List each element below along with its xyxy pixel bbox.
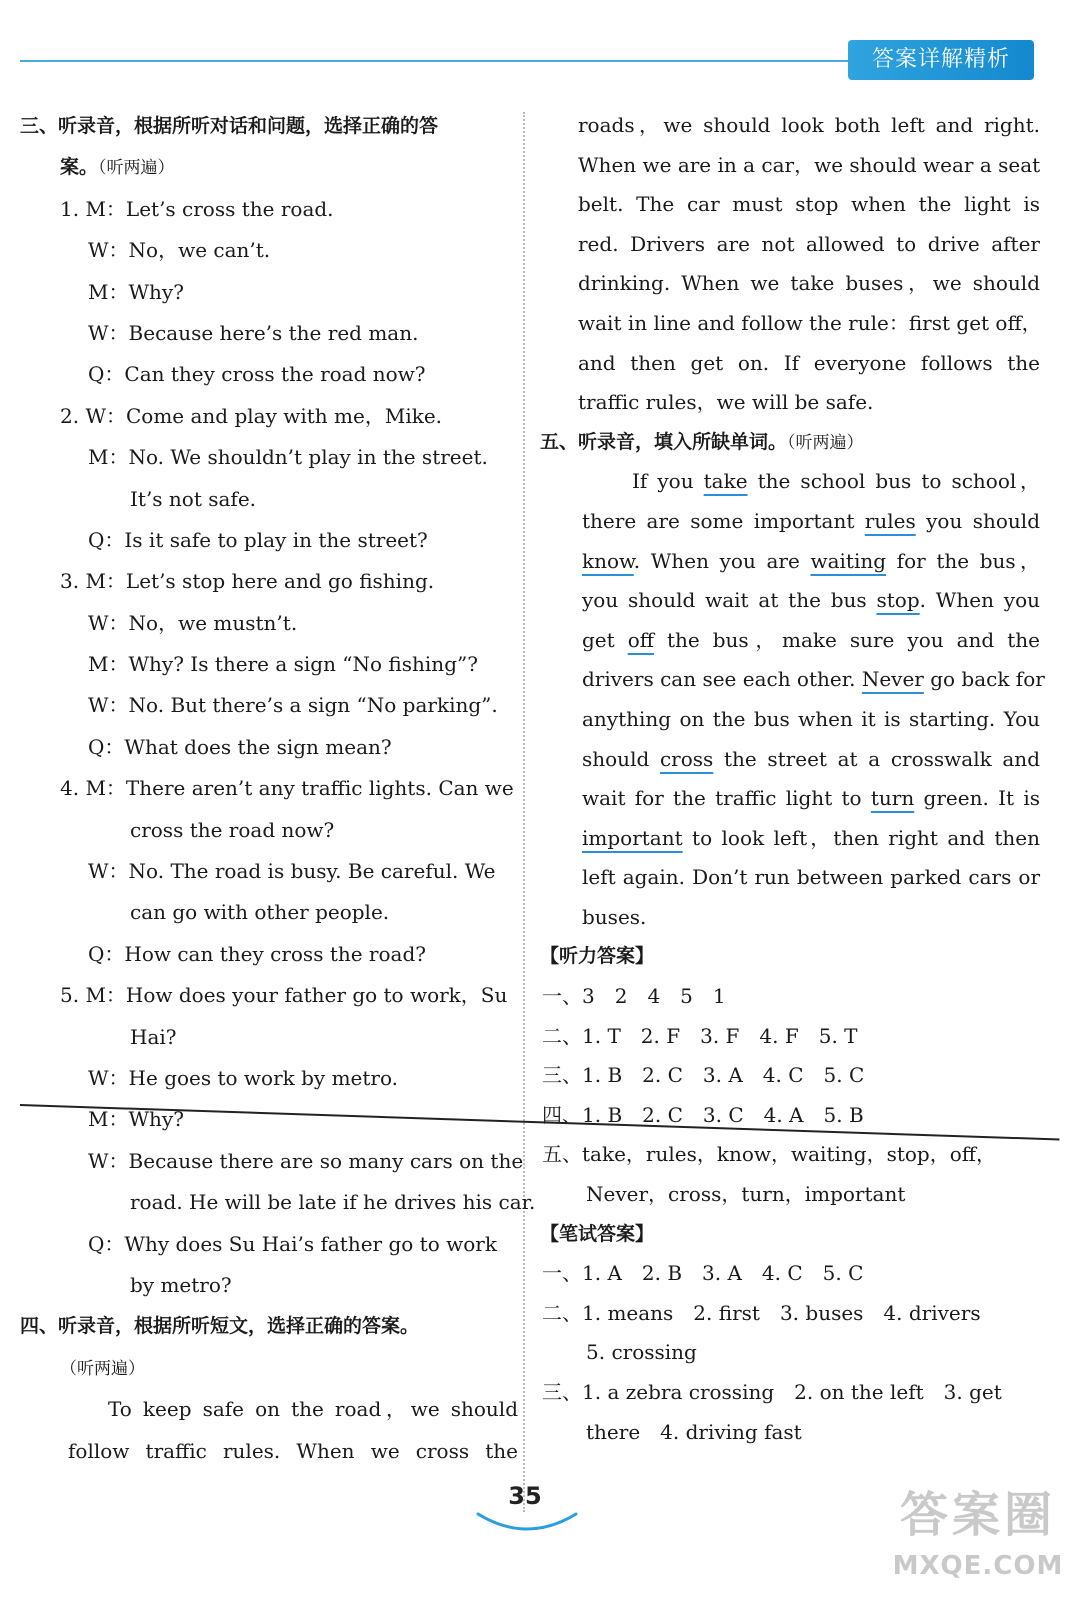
blank-answer: take [703,469,748,494]
section-5-passage-line: left again. Don’t run between parked cars or [582,865,1040,890]
section-4-passage-line: red. Drivers are not allowed to drive after [578,231,1040,256]
dialog-1-line: 1. M：Let’s cross the road. [60,196,334,221]
dialog-5-line: M：Why? [88,1107,184,1132]
listening-answer-line: 二、1. T 2. F 3. F 4. F 5. T [542,1023,858,1048]
listening-answers-heading: 【听力答案】 [540,945,655,968]
dialog-4-line: W：No. The road is busy. Be careful. We [88,859,496,884]
written-answer-line: 5. crossing [586,1340,697,1365]
section-4-passage-line: follow traffic rules. When we cross the [68,1438,518,1463]
dialog-4-line: cross the road now? [130,817,335,842]
blank-answer: know [582,548,634,573]
header-badge: 答案详解精析 [848,40,1034,80]
section-4-passage-line: traffic rules，we will be safe. [578,390,874,415]
dialog-2-line: M：No. We shouldn’t play in the street. [88,445,488,470]
blank-answer: stop [876,588,920,613]
written-answer-line: 三、1. a zebra crossing 2. on the left 3. get [542,1380,1002,1404]
dialog-1-line: M：Why? [88,279,184,304]
dialog-5-line: 5. M：How does your father go to work，Su [60,983,508,1008]
dialog-5-line: road. He will be late if he drives his car. [130,1190,536,1215]
section-5-title: 五、听录音，填入所缺单词。（听两遍） [540,430,864,453]
column-divider [523,112,525,1512]
dialog-1-line: Q：Can they cross the road now? [88,362,426,387]
section-4-passage-line: belt. The car must stop when the light is [578,192,1040,217]
dialog-2-line: Q：Is it safe to play in the street? [88,527,428,552]
section-5-passage-line: important to look left，then right and then [582,825,1040,850]
dialog-5-line: W：He goes to work by metro. [88,1065,399,1090]
blank-answer: rules [864,508,916,533]
section-5-passage-line: know. When you are waiting for the bus， [582,548,1040,573]
dialog-5-line: by metro? [130,1272,232,1297]
section-4-title: 四、听录音，根据所听短文，选择正确的答案。 [20,1315,420,1338]
right-column [540,106,1045,1452]
section-5-passage-line: drivers can see each other. Never go back for [582,667,1045,692]
section-4-passage-line: drinking. When we take buses，we should [578,271,1040,296]
section-5-passage-line: there are some important rules you should [582,508,1041,533]
page-number: 35 [508,1482,542,1510]
section-4-passage-line: and then get on. If everyone follows the [578,350,1040,375]
written-answer-line: there 4. driving fast [586,1419,802,1444]
blank-answer: cross [659,746,714,771]
dialog-5-line: Q：Why does Su Hai’s father go to work [88,1231,497,1256]
blank-answer: turn [870,786,915,811]
section-4-note: （听两遍） [60,1358,145,1379]
section-5-passage-line: buses. [582,904,647,929]
section-4-passage-line: To keep safe on the road，we should [108,1397,518,1422]
dialog-3-line: M：Why? Is there a sign “No fishing”? [88,652,478,677]
section-5-passage-line: get off the bus，make sure you and the [582,627,1041,652]
section-3-title: 三、听录音，根据所听对话和问题，选择正确的答 [20,115,439,137]
section-5-passage-line: you should wait at the bus stop. When you [582,588,1040,613]
blank-answer: Never [861,667,924,692]
section-5-passage-line: wait for the traffic light to turn green. It is [582,786,1040,811]
section-5-passage-line: should cross the street at a crosswalk and [582,746,1040,771]
dialog-3-line: W：No，we mustn’t. [88,610,298,635]
left-column [20,106,536,1472]
section-5-passage-line: If you take the school bus to school， [632,469,1040,494]
dialog-1-line: W：No，we can’t. [88,238,271,263]
dialog-5-line: W：Because there are so many cars on the [88,1148,524,1173]
dialog-5-line: Hai? [130,1024,177,1049]
dialog-1-line: W：Because here’s the red man. [88,320,419,345]
listening-answer-line: 三、1. B 2. C 3. A 4. C 5. C [542,1063,865,1088]
section-4-passage-line: wait in line and follow the rule：first get off， [578,310,1042,335]
dialog-4-line: Q：How can they cross the road? [88,941,426,966]
blank-answer: important [582,825,683,850]
written-answer-line: 二、1. means 2. first 3. buses 4. drivers [542,1300,981,1325]
dialog-3-line: 3. M：Let’s stop here and go fishing. [60,569,435,594]
header-rule [20,60,860,62]
section-4-passage-line: When we are in a car，we should wear a seat [578,152,1041,177]
watermark-logo-text: 答案圈 [899,1487,1056,1543]
listening-answer-line: 一、3 2 4 5 1 [542,984,726,1009]
dialog-4-line: 4. M：There aren’t any traffic lights. Can we [60,776,514,801]
watermark [878,1482,1078,1600]
blank-answer: off [627,627,654,652]
dialog-3-line: Q：What does the sign mean? [88,734,392,759]
section-3-title-cont: 案。（听两遍） [60,156,175,179]
dialog-2-line: 2. W：Come and play with me，Mike. [60,403,443,428]
section-5-passage-line: anything on the bus when it is starting. You [582,706,1040,731]
dialog-3-line: W：No. But there’s a sign “No parking”. [88,693,498,718]
section-4-passage-line: roads，we should look both left and right. [578,113,1040,137]
written-answer-line: 一、1. A 2. B 3. A 4. C 5. C [542,1261,864,1286]
listening-answer-line: 五、take，rules，know，waiting，stop，off， [542,1142,996,1167]
page-number-swoosh [472,1510,582,1534]
listening-answer-line: Never，cross，turn，important [586,1182,906,1207]
dialog-2-line: It’s not safe. [130,486,257,511]
written-answers-heading: 【笔试答案】 [540,1222,655,1245]
dialog-4-line: can go with other people. [130,900,390,925]
listening-answer-line: 四、1. B 2. C 3. C 4. A 5. B [542,1102,864,1127]
watermark-url: MXQE.COM [892,1551,1064,1581]
blank-answer: waiting [810,548,887,573]
